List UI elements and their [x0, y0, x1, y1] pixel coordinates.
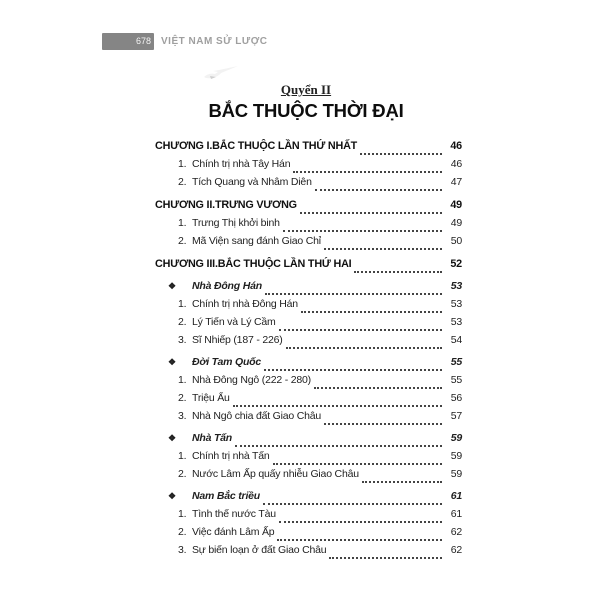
toc-item-number: 2.	[178, 316, 187, 328]
page-number: 678	[135, 36, 151, 46]
dot-leader	[264, 369, 442, 371]
toc-chapter-label: CHƯƠNG II.	[155, 199, 215, 211]
toc-item-row	[155, 392, 462, 410]
toc-subsection-row	[155, 490, 462, 508]
toc-entry-page: 49	[450, 217, 462, 229]
toc-item-number: 3.	[178, 544, 187, 556]
dot-leader	[273, 463, 442, 465]
toc-subsection-row	[155, 432, 462, 450]
toc-entry-title: Đời Tam Quốc	[192, 356, 262, 368]
toc-entry-title: Lý Tiến và Lý Cầm	[192, 316, 276, 328]
toc-subsection-row	[155, 356, 462, 374]
lac-bird-logo-icon	[202, 64, 242, 84]
dot-leader	[263, 503, 442, 505]
dot-leader	[329, 557, 442, 559]
toc-chapter-row	[155, 199, 462, 217]
diamond-bullet-icon: ❖	[168, 357, 176, 367]
dot-leader	[301, 311, 442, 313]
dot-leader	[233, 405, 442, 407]
toc-entry-title: Triệu Ẩu	[192, 392, 230, 404]
toc-entry-title: Sự biến loạn ở đất Giao Châu	[192, 544, 327, 556]
toc-entry-title: Trưng Thị khởi binh	[192, 217, 280, 229]
toc-entry-title: Chính trị nhà Tấn	[192, 450, 270, 462]
toc-chapter-row	[155, 258, 462, 276]
dot-leader	[354, 271, 442, 273]
toc-entry-title: Mã Viện sang đánh Giao Chỉ	[192, 235, 321, 247]
dot-leader	[235, 445, 442, 447]
toc-item-number: 1.	[178, 508, 187, 520]
running-header	[102, 33, 267, 50]
toc-entry-title: Sĩ Nhiếp (187 - 226)	[192, 334, 283, 346]
toc-item-number: 1.	[178, 374, 187, 386]
toc-item-number: 3.	[178, 410, 187, 422]
toc-item-number: 2.	[178, 468, 187, 480]
toc-item-row	[155, 526, 462, 544]
toc-item-row	[155, 374, 462, 392]
dot-leader	[324, 423, 442, 425]
toc-list	[155, 140, 462, 562]
toc-entry-page: 53	[450, 298, 462, 310]
toc-entry-title: Nhà Đông Ngô (222 - 280)	[192, 374, 311, 386]
toc-item-number: 1.	[178, 298, 187, 310]
toc-entry-page: 62	[450, 526, 462, 538]
toc-entry-page: 46	[450, 140, 462, 152]
diamond-bullet-icon: ❖	[168, 281, 176, 291]
dot-leader	[315, 189, 442, 191]
toc-entry-title: Chính trị nhà Đông Hán	[192, 298, 298, 310]
toc-entry-title: Nước Lâm Ấp quấy nhiễu Giao Châu	[192, 468, 359, 480]
part-title: BẮC THUỘC THỜI ĐẠI	[208, 100, 404, 121]
dot-leader	[300, 212, 442, 214]
dot-leader	[277, 539, 442, 541]
dot-leader	[360, 153, 442, 155]
volume-label: Quyển II	[280, 82, 332, 97]
toc-entry-page: 55	[450, 374, 462, 386]
toc-chapter-row	[155, 140, 462, 158]
toc-item-number: 1.	[178, 158, 187, 170]
toc-item-number: 1.	[178, 217, 187, 229]
diamond-bullet-icon: ❖	[168, 491, 176, 501]
toc-item-row	[155, 450, 462, 468]
toc-entry-page: 53	[450, 316, 462, 328]
dot-leader	[293, 171, 442, 173]
dot-leader	[279, 521, 442, 523]
toc-entry-page: 52	[450, 258, 462, 270]
toc-item-row	[155, 544, 462, 562]
toc-item-row	[155, 298, 462, 316]
toc-entry-title: TRƯNG VƯƠNG	[214, 199, 297, 211]
toc-item-row	[155, 235, 462, 253]
dot-leader	[324, 248, 442, 250]
toc-entry-title: Nhà Đông Hán	[192, 280, 262, 292]
toc-item-row	[155, 158, 462, 176]
toc-entry-page: 56	[450, 392, 462, 404]
toc-entry-page: 50	[450, 235, 462, 247]
toc-entry-title: Việc đánh Lâm Ấp	[192, 526, 275, 538]
toc-item-row	[155, 468, 462, 486]
toc-item-row	[155, 508, 462, 526]
toc-item-number: 3.	[178, 334, 187, 346]
toc-entry-title: Tình thế nước Tàu	[192, 508, 276, 520]
toc-entry-page: 61	[450, 508, 462, 520]
toc-item-number: 2.	[178, 392, 187, 404]
toc-entry-page: 55	[450, 356, 462, 368]
toc-entry-title: BẮC THUỘC LẦN THỨ NHẤT	[212, 140, 358, 152]
dot-leader	[265, 293, 442, 295]
toc-entry-page: 53	[450, 280, 462, 292]
toc-entry-page: 59	[450, 432, 462, 444]
toc-entry-page: 47	[450, 176, 462, 188]
dot-leader	[283, 230, 442, 232]
toc-chapter-label: CHƯƠNG I.	[155, 140, 213, 152]
toc-item-number: 1.	[178, 450, 187, 462]
dot-leader	[314, 387, 442, 389]
toc-entry-title: BẮC THUỘC LẦN THỨ HAI	[217, 258, 352, 270]
dot-leader	[362, 481, 442, 483]
toc-item-row	[155, 217, 462, 235]
toc-item-number: 2.	[178, 176, 187, 188]
diamond-bullet-icon: ❖	[168, 433, 176, 443]
book-title: VIỆT NAM SỬ LƯỢC	[161, 36, 268, 47]
toc-subsection-row	[155, 280, 462, 298]
toc-entry-page: 57	[450, 410, 462, 422]
toc-item-row	[155, 410, 462, 428]
toc-item-number: 2.	[178, 235, 187, 247]
toc-entry-page: 54	[450, 334, 462, 346]
page-number-badge	[102, 33, 154, 50]
toc-entry-page: 62	[450, 544, 462, 556]
dot-leader	[279, 329, 442, 331]
toc-entry-title: Nhà Tấn	[192, 432, 233, 444]
toc-item-number: 2.	[178, 526, 187, 538]
toc-entry-page: 49	[450, 199, 462, 211]
toc-item-row	[155, 334, 462, 352]
toc-entry-title: Nhà Ngô chia đất Giao Châu	[192, 410, 322, 422]
toc-entry-page: 59	[450, 468, 462, 480]
toc-chapter-label: CHƯƠNG III.	[155, 258, 218, 270]
dot-leader	[286, 347, 442, 349]
toc-entry-page: 46	[450, 158, 462, 170]
toc-entry-title: Tích Quang và Nhâm Diên	[192, 176, 312, 188]
toc-entry-page: 59	[450, 450, 462, 462]
toc-item-row	[155, 316, 462, 334]
toc-entry-title: Nam Bắc triều	[192, 490, 261, 502]
toc-entry-title: Chính trị nhà Tây Hán	[192, 158, 291, 170]
toc-item-row	[155, 176, 462, 194]
toc-entry-page: 61	[450, 490, 462, 502]
